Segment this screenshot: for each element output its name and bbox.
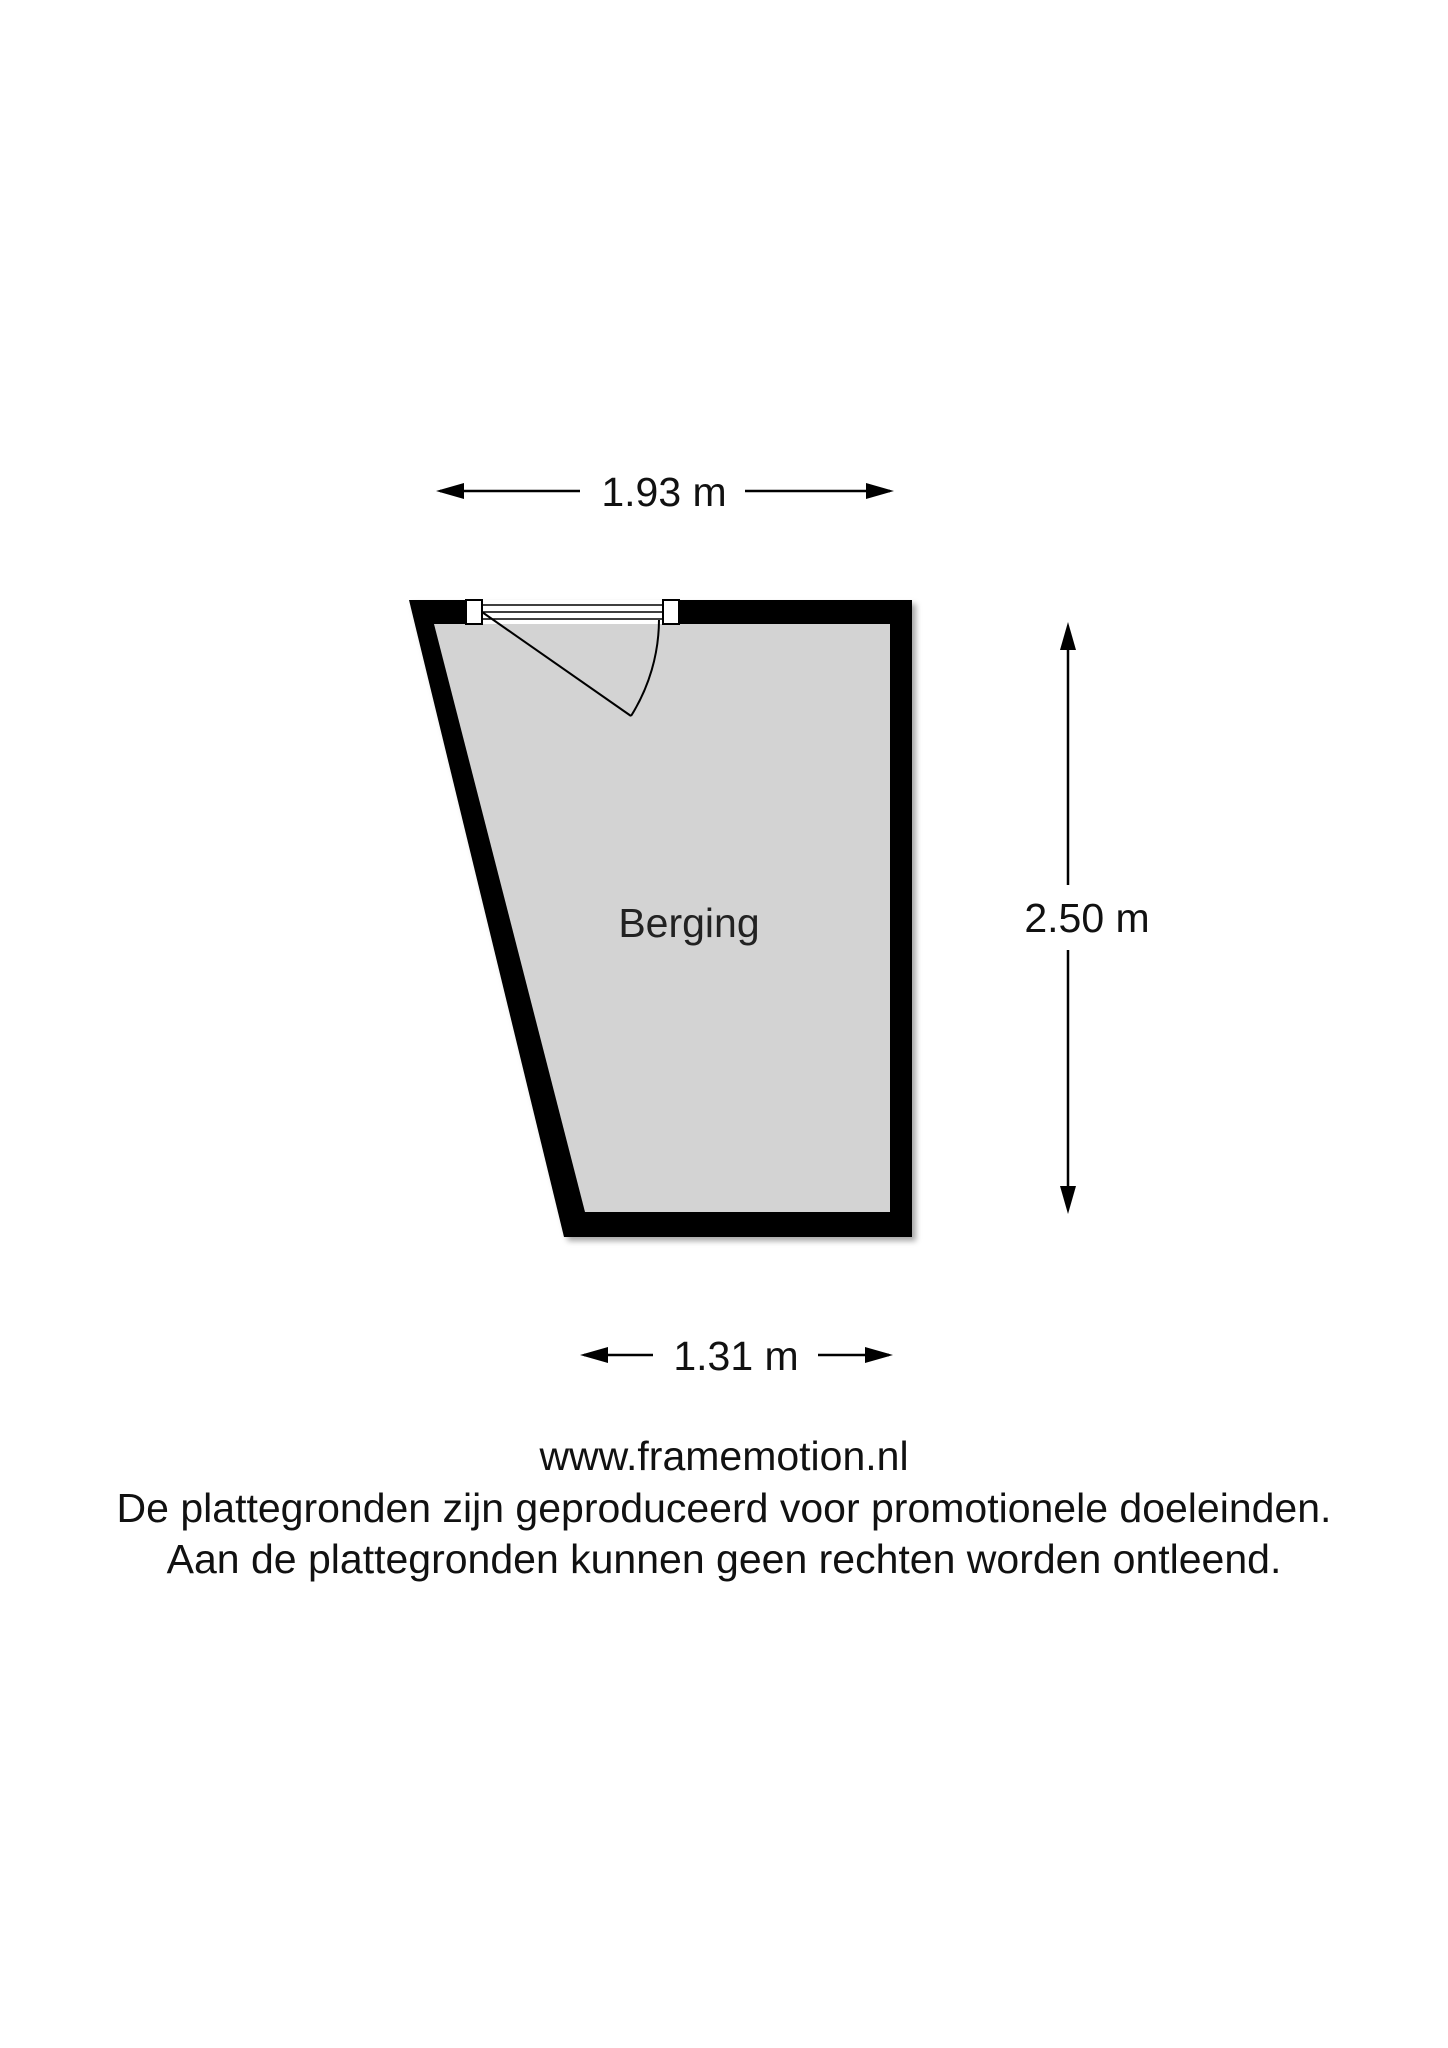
dimension-bottom <box>580 1333 893 1379</box>
room-name-label: Berging <box>618 900 760 946</box>
dimension-right <box>1024 622 1149 1214</box>
bottom-width-label: 1.31 m <box>673 1333 799 1379</box>
footer-url: www.framemotion.nl <box>539 1433 909 1479</box>
top-width-label: 1.93 m <box>601 469 727 515</box>
dimension-top <box>436 469 894 515</box>
footer-disclaimer-line2: Aan de plattegronden kunnen geen rechten worden ontleend. <box>166 1536 1282 1582</box>
footer-disclaimer-line1: De plattegronden zijn geproduceerd voor promotionele doeleinden. <box>116 1485 1332 1531</box>
height-label: 2.50 m <box>1024 895 1150 941</box>
